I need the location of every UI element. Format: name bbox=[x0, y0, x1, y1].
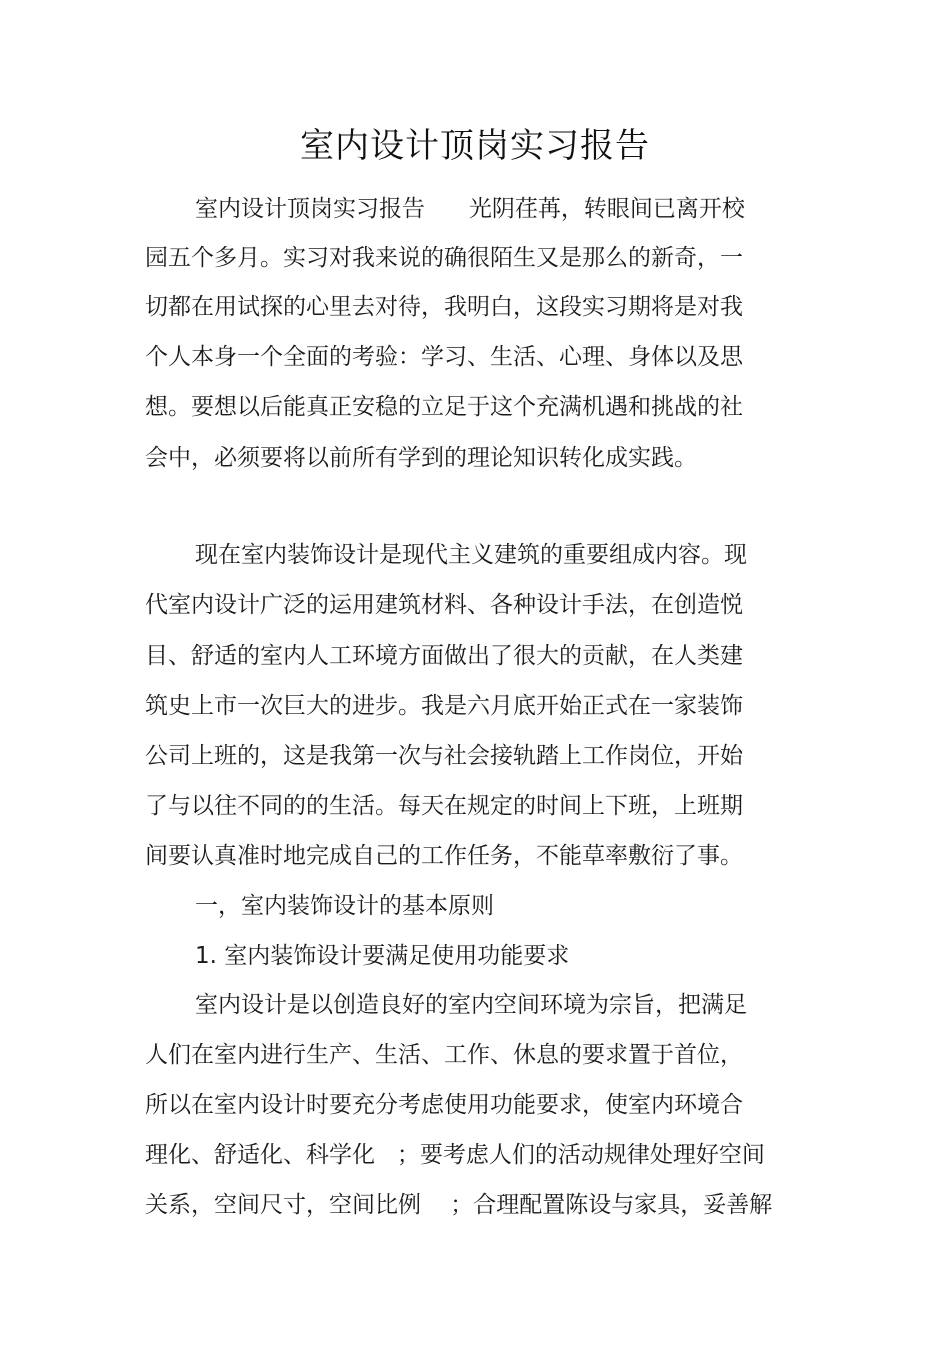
document-title: 室内设计顶岗实习报告 bbox=[300, 126, 650, 166]
paragraph-line: 了与以往不同的的生活。每天在规定的时间上下班，上班期 bbox=[145, 793, 743, 819]
subsection-heading: 1. 室内装饰设计要满足使用功能要求 bbox=[195, 943, 570, 969]
paragraph-line: 关系，空间尺寸，空间比例 ；合理配置陈设与家具，妥善解 bbox=[145, 1192, 773, 1218]
paragraph-line: 人们在室内进行生产、生活、工作、休息的要求置于首位， bbox=[145, 1042, 743, 1068]
paragraph-line: 室内设计顶岗实习报告 光阴荏苒，转眼间已离开校 bbox=[195, 196, 745, 222]
paragraph-line: 园五个多月。实习对我来说的确很陌生又是那么的新奇，一 bbox=[145, 245, 743, 271]
paragraph-line: 间要认真准时地完成自己的工作任务，不能草率敷衍了事。 bbox=[145, 843, 743, 869]
paragraph-line: 筑史上市一次巨大的进步。我是六月底开始正式在一家装饰 bbox=[145, 693, 743, 719]
paragraph-line: 想。要想以后能真正安稳的立足于这个充满机遇和挑战的社 bbox=[145, 394, 743, 420]
paragraph-line: 所以在室内设计时要充分考虑使用功能要求，使室内环境合 bbox=[145, 1092, 743, 1118]
paragraph-line: 切都在用试探的心里去对待，我明白，这段实习期将是对我 bbox=[145, 294, 743, 320]
paragraph-line: 个人本身一个全面的考验：学习、生活、心理、身体以及思 bbox=[145, 344, 743, 370]
paragraph-line: 目、舒适的室内人工环境方面做出了很大的贡献，在人类建 bbox=[145, 643, 743, 669]
paragraph-line: 理化、舒适化、科学化 ；要考虑人们的活动规律处理好空间 bbox=[145, 1142, 765, 1168]
paragraph-line: 公司上班的，这是我第一次与社会接轨踏上工作岗位，开始 bbox=[145, 743, 743, 769]
section-heading: 一，室内装饰设计的基本原则 bbox=[195, 893, 494, 919]
paragraph-line: 现在室内装饰设计是现代主义建筑的重要组成内容。现 bbox=[195, 542, 747, 568]
paragraph-line: 会中，必须要将以前所有学到的理论知识转化成实践。 bbox=[145, 445, 697, 471]
paragraph-line: 代室内设计广泛的运用建筑材料、各种设计手法，在创造悦 bbox=[145, 592, 743, 618]
paragraph-line: 室内设计是以创造良好的室内空间环境为宗旨，把满足 bbox=[195, 992, 747, 1018]
